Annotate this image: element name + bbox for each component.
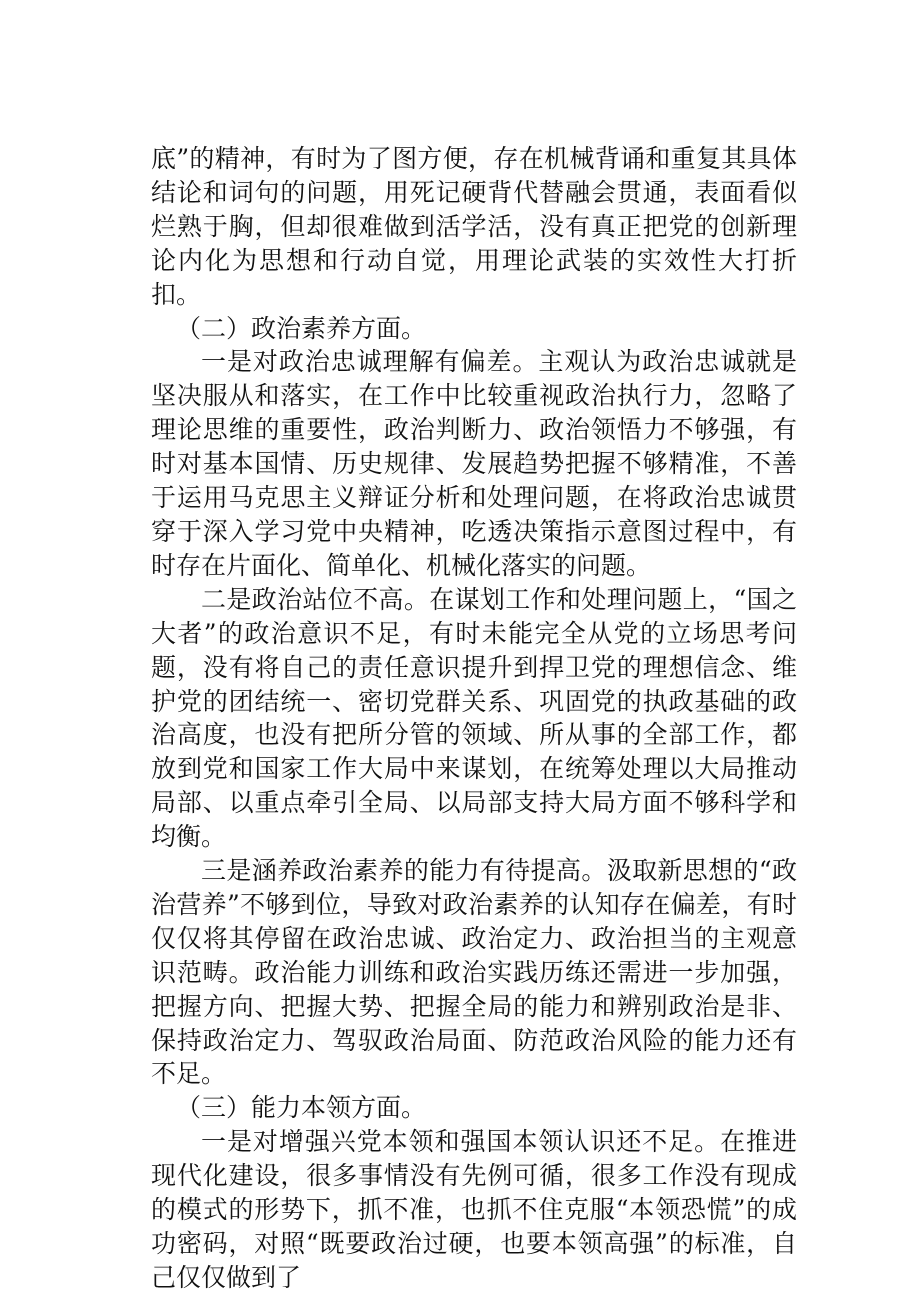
paragraph-ability-awareness: 一是对增强兴党本领和强国本领认识还不足。在推进现代化建设，很多事情没有先例可循，很多工作没有现成的模式的形势下，抓不准，也抓不住克服“本领恐慌”的成功密码，对照“既要政治过硬，也要本领高强”的标准，自己仅仅做到了	[151, 1127, 797, 1292]
section-heading-political-quality: （二）政治素养方面。	[176, 313, 427, 343]
paragraph-political-loyalty: 一是对政治忠诚理解有偏差。主观认为政治忠诚就是坚决服从和落实，在工作中比较重视政治执行力，忽略了理论思维的重要性，政治判断力、政治领悟力不够强，有时对基本国情、历史规律、发展趋势把握不够精准，不善于运用马克思主义辩证分析和处理问题，在将政治忠诚贯穿于深入学习党中央精神，吃透决策指示意图过程中，有时存在片面化、简单化、机械化落实的问题。	[151, 347, 797, 580]
paragraph-political-stance: 二是政治站位不高。在谋划工作和处理问题上，“国之大者”的政治意识不足，有时未能完全从党的立场思考问题，没有将自己的责任意识提升到捍卫党的理想信念、维护党的团结统一、密切党群关系、巩固党的执政基础的政治高度，也没有把所分管的领域、所从事的全部工作，都放到党和国家工作大局中来谋划，在统筹处理以大局推动局部、以重点牵引全局、以局部支持大局方面不够科学和均衡。	[151, 584, 797, 852]
paragraph-continuation: 底”的精神，有时为了图方便，存在机械背诵和重复其具体结论和词句的问题，用死记硬背代替融会贯通，表面看似烂熟于胸，但却很难做到活学活，没有真正把党的创新理论内化为思想和行动自觉，用理论武装的实效性大打折扣。	[151, 144, 797, 309]
paragraph-political-cultivation: 三是涵养政治素养的能力有待提高。汲取新思想的“政治营养”不够到位，导致对政治素养的认知存在偏差，有时仅仅将其停留在政治忠诚、政治定力、政治担当的主观意识范畴。政治能力训练和政治实践历练还需进一步加强，把握方向、把握大势、把握全局的能力和辨别政治是非、保持政治定力、驾驭政治局面、防范政治风险的能力还有不足。	[151, 856, 797, 1089]
section-heading-ability: （三）能力本领方面。	[176, 1093, 427, 1123]
document-body	[151, 142, 797, 1295]
